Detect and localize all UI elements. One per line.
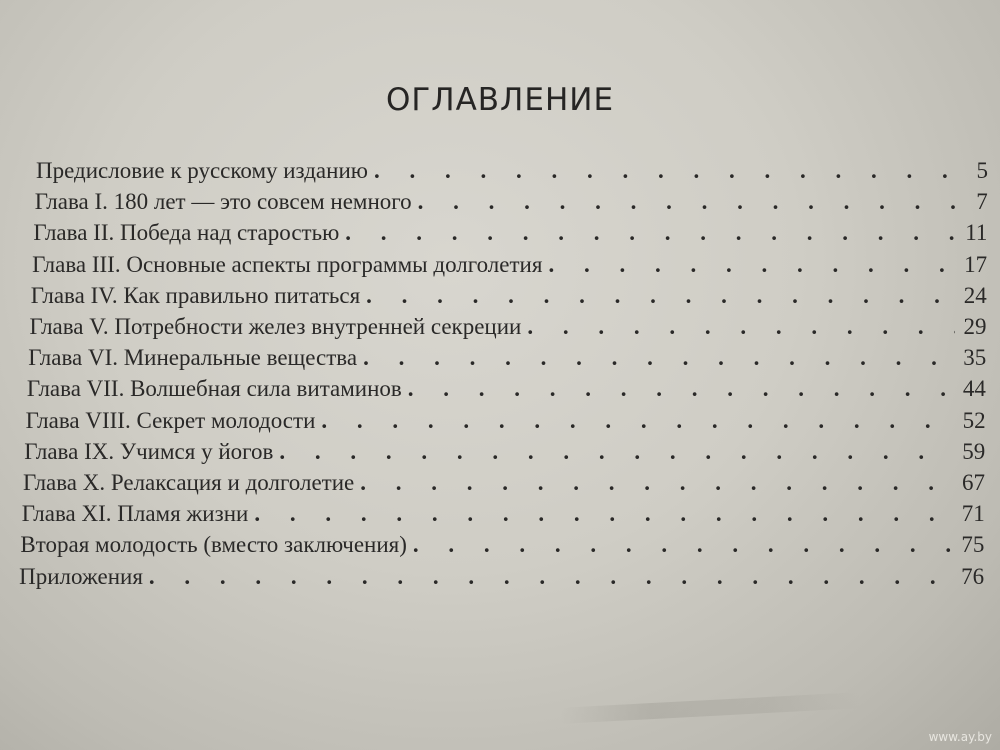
dot-leader bbox=[408, 376, 954, 402]
toc-entry-title: Глава II. Победа над старостью bbox=[33, 220, 340, 246]
dot-leader bbox=[413, 532, 952, 558]
dot-leader bbox=[374, 158, 956, 184]
toc-entry bbox=[30, 314, 987, 346]
toc-entry bbox=[33, 220, 987, 252]
toc-entry bbox=[26, 408, 986, 440]
toc-entry-page: 7 bbox=[976, 189, 988, 215]
toc-entry-page: 71 bbox=[961, 501, 985, 527]
toc-entry-page: 59 bbox=[962, 438, 986, 464]
toc-entry-title: Глава VIII. Секрет молодости bbox=[25, 407, 316, 433]
toc-entry-title: Глава IX. Учимся у йогов bbox=[24, 438, 274, 464]
toc-entry-title: Глава X. Релаксация и долголетие bbox=[23, 470, 355, 495]
toc-entry bbox=[31, 283, 987, 315]
toc-entry-page: 52 bbox=[962, 407, 986, 433]
toc-entry bbox=[35, 189, 988, 221]
watermark: www.ay.by bbox=[928, 730, 992, 744]
toc-entry-title: Глава VI. Минеральные вещества bbox=[28, 345, 358, 371]
dot-leader bbox=[321, 408, 953, 434]
toc-entry-title: Вторая молодость (вместо заключения) bbox=[20, 532, 407, 558]
dot-leader bbox=[363, 345, 954, 371]
toc-entry-title: Глава III. Основные аспекты программы долголетия bbox=[32, 251, 543, 277]
dot-leader bbox=[418, 189, 956, 215]
toc-entry bbox=[28, 345, 986, 377]
toc-entry-page: 75 bbox=[961, 532, 985, 558]
toc-entry-title: Глава I. 180 лет — это совсем немного bbox=[34, 189, 412, 215]
toc-entry bbox=[22, 501, 985, 533]
toc-entry bbox=[27, 376, 986, 408]
toc-entry-title: Глава IV. Как правильно питаться bbox=[30, 282, 361, 308]
toc-entry-title: Глава V. Потребности желез внутренней секреции bbox=[29, 314, 522, 339]
dot-leader bbox=[366, 283, 955, 309]
toc-entry-title: Глава VII. Волшебная сила витаминов bbox=[26, 376, 402, 402]
dot-leader bbox=[345, 220, 955, 246]
toc-entry-title: Глава XI. Пламя жизни bbox=[21, 501, 249, 527]
toc-entry bbox=[32, 252, 987, 284]
toc-entry-page: 35 bbox=[963, 345, 987, 371]
toc-entry-page: 5 bbox=[976, 158, 988, 183]
toc-entry-title: Предисловие к русскому изданию bbox=[36, 158, 368, 183]
toc-entry-page: 17 bbox=[964, 251, 988, 277]
dot-leader bbox=[149, 564, 952, 590]
toc-entry bbox=[20, 532, 984, 564]
toc-entry-page: 76 bbox=[961, 563, 985, 589]
toc-entry-page: 44 bbox=[962, 376, 986, 402]
dot-leader bbox=[279, 439, 953, 465]
page-title: ОГЛАВЛЕНИЕ bbox=[385, 82, 615, 118]
dot-leader bbox=[548, 252, 955, 278]
dot-leader bbox=[360, 470, 953, 496]
toc-entry bbox=[24, 439, 985, 471]
toc-entry bbox=[19, 564, 984, 596]
toc-entry-title: Приложения bbox=[19, 563, 143, 589]
dot-leader bbox=[527, 314, 954, 340]
dot-leader bbox=[254, 501, 952, 527]
toc-entry-page: 11 bbox=[965, 220, 988, 246]
toc-entry-page: 24 bbox=[963, 282, 987, 308]
toc-entry-page: 67 bbox=[962, 470, 985, 495]
toc-entry bbox=[23, 470, 985, 502]
toc-entry-page: 29 bbox=[963, 314, 987, 339]
toc-entry bbox=[36, 158, 988, 190]
